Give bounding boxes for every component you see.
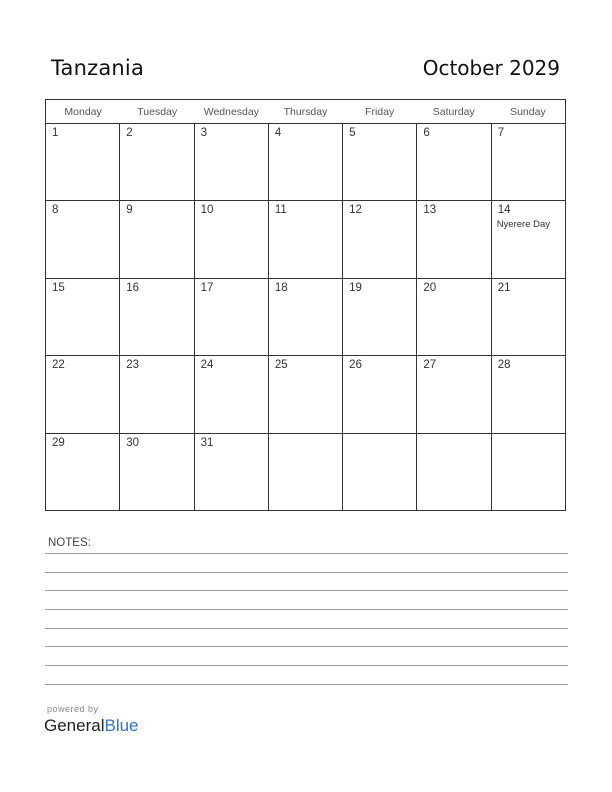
day-number: 2 [126, 127, 133, 139]
week-row [46, 356, 565, 433]
day-number: 5 [349, 127, 356, 139]
day-cell[interactable] [343, 201, 417, 277]
day-cell[interactable] [492, 201, 565, 277]
day-number: 16 [126, 281, 140, 294]
note-line [45, 684, 568, 685]
day-number: 8 [52, 204, 59, 217]
day-cell[interactable] [195, 279, 269, 355]
day-number: 20 [423, 281, 437, 294]
day-cell[interactable] [343, 356, 417, 432]
day-number: 13 [423, 204, 437, 217]
day-number: 1 [52, 127, 59, 139]
day-cell[interactable] [269, 279, 343, 355]
notes-label: NOTES: [48, 537, 91, 549]
day-cell[interactable] [343, 434, 417, 511]
country-title: Tanzania [51, 56, 145, 80]
day-number: 3 [200, 127, 207, 139]
day-cell[interactable] [195, 434, 269, 511]
day-number: 18 [274, 281, 288, 294]
day-cell[interactable] [46, 356, 120, 432]
day-cell[interactable] [195, 201, 269, 277]
weekday-tuesday: Tuesday [137, 106, 178, 118]
day-number: 23 [126, 359, 140, 372]
weekday-monday: Monday [64, 106, 102, 118]
day-number: 11 [274, 204, 287, 217]
day-number: 17 [200, 281, 214, 294]
day-cell[interactable] [343, 279, 417, 355]
day-cell[interactable] [269, 124, 343, 200]
day-number: 25 [274, 359, 288, 372]
day-cell[interactable] [417, 356, 491, 432]
day-cell[interactable] [120, 356, 194, 432]
day-number: 31 [200, 436, 214, 449]
day-cell[interactable] [417, 201, 491, 277]
week-row [46, 434, 565, 511]
day-cell[interactable] [120, 279, 194, 355]
note-line [45, 590, 568, 591]
day-number: 27 [423, 359, 437, 372]
note-line [45, 665, 568, 666]
day-cell[interactable] [46, 434, 120, 511]
day-cell[interactable] [46, 124, 120, 200]
day-cell[interactable] [269, 434, 343, 511]
month-year-title: October 2029 [422, 56, 560, 80]
day-cell[interactable] [492, 434, 565, 511]
weekday-friday: Friday [365, 106, 395, 118]
note-line [45, 609, 568, 610]
day-cell[interactable] [195, 356, 269, 432]
day-number: 28 [497, 359, 511, 372]
note-line [45, 572, 568, 573]
day-cell[interactable] [417, 279, 491, 355]
weekday-sunday: Sunday [510, 106, 546, 118]
logo-text-general: General [44, 716, 105, 735]
holiday-label: Nyerere Day [496, 219, 551, 231]
note-line [45, 553, 568, 554]
weekday-wednesday: Wednesday [203, 106, 259, 118]
day-cell[interactable] [195, 124, 269, 200]
generalblue-logo[interactable] [44, 716, 139, 736]
day-number: 29 [52, 436, 65, 449]
day-number: 19 [349, 281, 362, 294]
weekday-thursday: Thursday [283, 106, 328, 118]
week-row [46, 201, 565, 278]
day-cell[interactable] [269, 356, 343, 432]
week-row [46, 279, 565, 356]
day-cell[interactable] [492, 124, 565, 200]
logo-text-blue: Blue [104, 716, 139, 735]
note-line [45, 628, 568, 629]
day-cell[interactable] [417, 124, 491, 200]
day-cell[interactable] [492, 356, 565, 432]
day-cell[interactable] [46, 279, 120, 355]
day-cell[interactable] [417, 434, 491, 511]
day-number: 12 [349, 204, 362, 217]
day-number: 15 [52, 281, 65, 294]
day-number: 30 [126, 436, 140, 449]
calendar-weeks [46, 124, 565, 511]
day-cell[interactable] [120, 201, 194, 277]
day-number: 4 [274, 127, 282, 139]
day-cell[interactable] [492, 279, 565, 355]
day-number: 7 [497, 127, 505, 139]
day-number: 21 [497, 281, 511, 294]
weekday-header-row [46, 100, 565, 124]
day-number: 9 [126, 204, 133, 217]
week-row [46, 124, 565, 201]
day-number: 26 [349, 359, 362, 372]
day-cell[interactable] [343, 124, 417, 200]
day-number: 24 [200, 359, 214, 372]
day-number: 10 [200, 204, 214, 217]
day-number: 14 [497, 204, 511, 217]
day-cell[interactable] [46, 201, 120, 277]
day-number: 22 [52, 359, 65, 372]
day-cell[interactable] [120, 434, 194, 511]
day-cell[interactable] [269, 201, 343, 277]
powered-by-text: powered by [47, 704, 99, 714]
calendar-grid [45, 99, 566, 511]
day-cell[interactable] [120, 124, 194, 200]
note-line [45, 646, 568, 647]
weekday-saturday: Saturday [432, 106, 475, 118]
day-number: 6 [423, 127, 430, 139]
